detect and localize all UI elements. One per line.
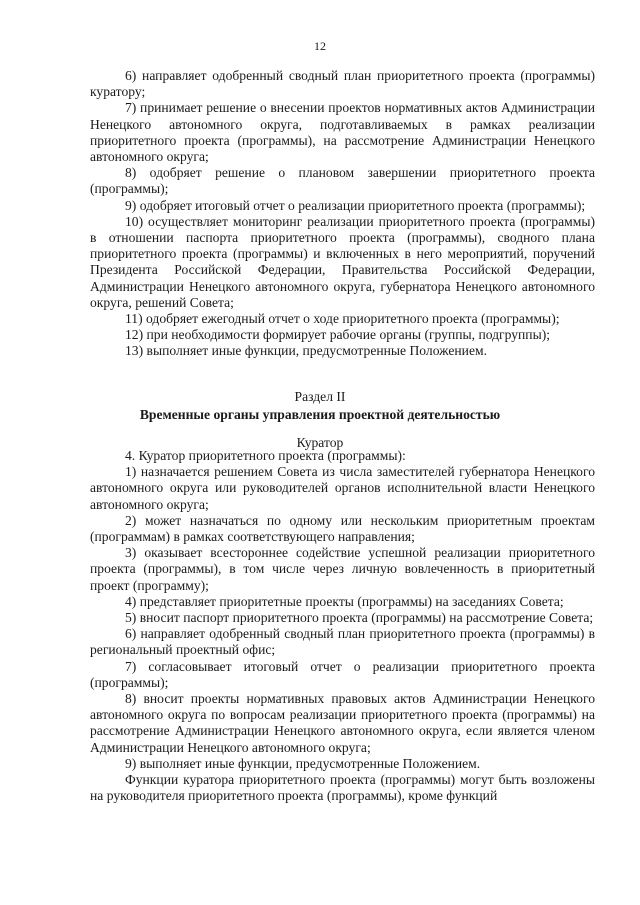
list-item: 9) выполняет иные функции, предусмотренные Положением. [125,755,481,771]
list-item: 13) выполняет иные функции, предусмотренные Положением. [125,343,487,359]
council-functions-list [90,68,595,360]
paragraph-intro: 4. Куратор приоритетного проекта (программы): [125,448,406,463]
list-item: 7) согласовывает итоговый отчет о реализации приоритетного проекта (программы); [90,658,595,690]
list-item: 11) одобряет ежегодный отчет о ходе приоритетного проекта (программы); [125,311,560,327]
curator-functions-list [90,448,595,804]
list-item: 9) одобряет итоговый отчет о реализации приоритетного проекта (программы); [125,197,586,213]
section-label: Раздел II [294,389,346,404]
list-item: 8) вносит проекты нормативных правовых актов Администрации Ненецкого автономного округа по вопросам реализации приоритетного проекта (программы) на рассмотрение Администрации Ненецкого автономного округа, если является членом Администрации Ненецкого автономного округа; [90,691,595,755]
list-item: 5) вносит паспорт приоритетного проекта (программы) на рассмотрение Совета; [125,610,594,626]
subsection-title: Куратор [296,435,344,450]
list-item: 8) одобряет решение о плановом завершении приоритетного проекта (программы); [90,165,595,197]
list-item: 12) при необходимости формирует рабочие органы (группы, подгруппы); [125,327,551,343]
list-item: 1) назначается решением Совета из числа заместителей губернатора Ненецкого автономного округа или руководителей органов исполнительной власти Ненецкого автономного округа; [90,464,595,512]
list-item: 2) может назначаться по одному или нескольким приоритетным проектам (программам) в рамках соответствующего направления; [90,512,595,545]
list-item: 6) направляет одобренный сводный план приоритетного проекта (программы) в региональный проектный офис; [90,626,595,658]
list-item: 6) направляет одобренный сводный план приоритетного проекта (программы) куратору; [90,68,595,100]
list-item: 3) оказывает всестороннее содействие успешной реализации приоритетного проекта (программы), в том числе через личную вовлеченность в приоритетный проект (программу); [90,545,595,593]
list-item: 7) принимает решение о внесении проектов нормативных актов Администрации Ненецкого автономного округа, подготавливаемых в рамках реализации приоритетного проекта (программы), на рассмотрение Администрации Ненецкого автономного округа; [90,100,595,165]
paragraph-tail: Функции куратора приоритетного проекта (программы) могут быть возложены на руководителя приоритетного проекта (программы), кроме функций [90,772,595,804]
page-number: 12 [314,39,326,53]
section-title: Временные органы управления проектной деятельностью [139,407,501,422]
list-item: 4) представляет приоритетные проекты (программы) на заседаниях Совета; [125,593,564,609]
list-item: 10) осуществляет мониторинг реализации приоритетного проекта (программы) в отношении паспорта приоритетного проекта (программы), сводного плана приоритетного проекта (программы) и включенных в него мероприятий, поручений Президента Российской Федерации, Правительства Российской Федерации, Администрации Ненецкого автономного округа, губернатора Ненецкого автономного округа, решений Совета; [90,213,595,310]
